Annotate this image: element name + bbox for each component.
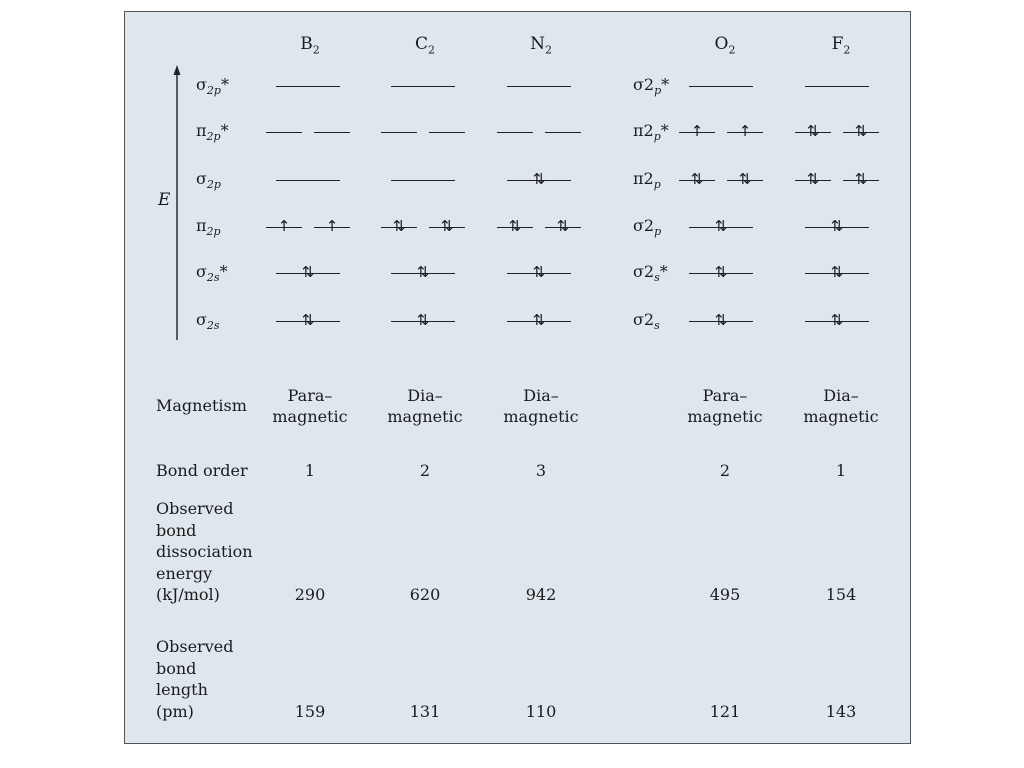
magnetism-c2: Dia– magnetic	[387, 386, 463, 426]
electron-pair-icon: ⇅	[416, 262, 430, 281]
electron-up-icon: ↑	[277, 216, 291, 235]
energy-level-o2-row0	[689, 86, 753, 87]
electron-pair-icon: ⇅	[714, 262, 728, 281]
orbital-label-o2-sigma-2p-star: $\sigma 2_p*$	[633, 74, 670, 98]
mo-diagram-panel	[124, 11, 911, 744]
electron-pair-icon: ⇅	[440, 216, 454, 235]
row-label-dissociation-energy: Observed bond dissociation energy (kJ/mol)	[156, 499, 253, 604]
bond-length-f2: 143	[825, 702, 857, 721]
electron-up-icon: ↑	[325, 216, 339, 235]
orbital-label-sigma-2p: $\sigma_{2p}$	[196, 168, 221, 192]
electron-pair-icon: ⇅	[806, 169, 820, 188]
energy-level-b2-row2	[276, 180, 340, 181]
electron-pair-icon: ⇅	[690, 169, 704, 188]
electron-pair-icon: ⇅	[416, 310, 430, 329]
dissociation-energy-b2: 290	[294, 585, 326, 604]
electron-up-icon: ↑	[738, 121, 752, 140]
orbital-label-pi-2p: $\pi_{2p}$	[196, 215, 221, 239]
electron-pair-icon: ⇅	[738, 169, 752, 188]
molecule-header-o2: $O_2$	[714, 34, 736, 57]
electron-pair-icon: ⇅	[854, 121, 868, 140]
dissociation-energy-o2: 495	[709, 585, 741, 604]
row-label-bond-length: Observed bond length (pm)	[156, 637, 234, 721]
energy-level-c2-row1-1	[429, 132, 465, 133]
orbital-label-pi-2p-star: $\pi_{2p}*$	[196, 120, 229, 144]
orbital-label-o2-pi-2p-star: $\pi 2_p*$	[633, 120, 669, 144]
molecule-header-n2: $N_2$	[530, 34, 552, 57]
row-label-magnetism: Magnetism	[156, 396, 247, 415]
electron-pair-icon: ⇅	[392, 216, 406, 235]
electron-pair-icon: ⇅	[714, 216, 728, 235]
molecule-header-b2: $B_2$	[300, 34, 320, 57]
energy-level-b2-row1-0	[266, 132, 302, 133]
dissociation-energy-c2: 620	[409, 585, 441, 604]
electron-pair-icon: ⇅	[556, 216, 570, 235]
bond-length-o2: 121	[709, 702, 741, 721]
magnetism-o2: Para– magnetic	[687, 386, 763, 426]
electron-pair-icon: ⇅	[508, 216, 522, 235]
orbital-label-o2-sigma-2p: $\sigma 2_p$	[633, 215, 662, 239]
dissociation-energy-n2: 942	[525, 585, 557, 604]
electron-pair-icon: ⇅	[854, 169, 868, 188]
electron-pair-icon: ⇅	[301, 262, 315, 281]
electron-pair-icon: ⇅	[714, 310, 728, 329]
magnetism-n2: Dia– magnetic	[503, 386, 579, 426]
molecule-header-f2: $F_2$	[831, 34, 851, 57]
bond-order-n2: 3	[535, 461, 547, 480]
bond-order-b2: 1	[304, 461, 316, 480]
electron-pair-icon: ⇅	[301, 310, 315, 329]
energy-axis-label: E	[158, 190, 171, 210]
electron-pair-icon: ⇅	[806, 121, 820, 140]
electron-pair-icon: ⇅	[830, 262, 844, 281]
electron-pair-icon: ⇅	[532, 169, 546, 188]
orbital-label-sigma-2s-star: $\sigma_{2s}*$	[196, 261, 228, 285]
magnetism-f2: Dia– magnetic	[803, 386, 879, 426]
row-label-bond-order: Bond order	[156, 461, 248, 480]
energy-level-f2-row0	[805, 86, 869, 87]
orbital-label-o2-pi-2p: $\pi 2_p$	[633, 168, 661, 192]
molecule-header-c2: $C_2$	[414, 34, 435, 57]
energy-level-n2-row1-0	[497, 132, 533, 133]
orbital-label-sigma-2p-star: $\sigma_{2p}*$	[196, 74, 229, 98]
bond-order-c2: 2	[419, 461, 431, 480]
energy-level-n2-row0	[507, 86, 571, 87]
orbital-label-sigma-2s: $\sigma_{2s}$	[196, 309, 220, 333]
bond-order-f2: 1	[835, 461, 847, 480]
bond-length-b2: 159	[294, 702, 326, 721]
bond-length-n2: 110	[525, 702, 557, 721]
energy-level-n2-row1-1	[545, 132, 581, 133]
electron-pair-icon: ⇅	[830, 216, 844, 235]
electron-up-icon: ↑	[690, 121, 704, 140]
orbital-label-o2-sigma-2s: $\sigma 2_s$	[633, 309, 660, 333]
energy-level-b2-row0	[276, 86, 340, 87]
dissociation-energy-f2: 154	[825, 585, 857, 604]
energy-level-c2-row1-0	[381, 132, 417, 133]
bond-order-o2: 2	[719, 461, 731, 480]
electron-pair-icon: ⇅	[532, 262, 546, 281]
electron-pair-icon: ⇅	[532, 310, 546, 329]
orbital-label-o2-sigma-2s-star: $\sigma 2_s*$	[633, 261, 668, 285]
magnetism-b2: Para– magnetic	[272, 386, 348, 426]
bond-length-c2: 131	[409, 702, 441, 721]
energy-level-b2-row1-1	[314, 132, 350, 133]
energy-level-c2-row2	[391, 180, 455, 181]
energy-level-c2-row0	[391, 86, 455, 87]
electron-pair-icon: ⇅	[830, 310, 844, 329]
